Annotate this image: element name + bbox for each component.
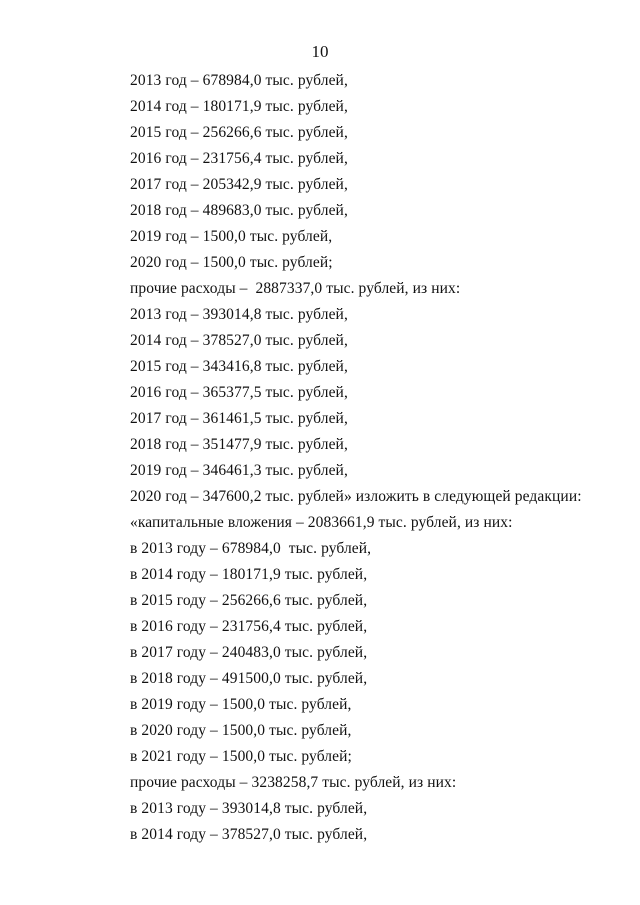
text-line: 2014 год – 180171,9 тыс. рублей, xyxy=(130,98,348,115)
text-line: 2015 год – 256266,6 тыс. рублей, xyxy=(130,124,348,141)
text-line: 2017 год – 205342,9 тыс. рублей, xyxy=(130,176,348,193)
text-line: 2016 год – 365377,5 тыс. рублей, xyxy=(130,384,348,401)
text-line: 2013 год – 678984,0 тыс. рублей, xyxy=(130,72,348,89)
text-line: прочие расходы – 3238258,7 тыс. рублей, из них: xyxy=(130,774,457,791)
text-line: прочие расходы – 2887337,0 тыс. рублей, из них: xyxy=(130,280,461,297)
text-line: в 2013 году – 393014,8 тыс. рублей, xyxy=(130,800,368,817)
text-line: в 2015 году – 256266,6 тыс. рублей, xyxy=(130,592,368,609)
text-line: 2016 год – 231756,4 тыс. рублей, xyxy=(130,150,348,167)
text-line: в 2019 году – 1500,0 тыс. рублей, xyxy=(130,696,352,713)
text-line: в 2014 году – 180171,9 тыс. рублей, xyxy=(130,566,368,583)
text-line: «капитальные вложения – 2083661,9 тыс. рублей, из них: xyxy=(130,514,513,531)
text-line: 2018 год – 351477,9 тыс. рублей, xyxy=(130,436,348,453)
text-line: 2020 год – 347600,2 тыс. рублей» изложить в следующей редакции: xyxy=(130,488,582,505)
text-line: 2020 год – 1500,0 тыс. рублей; xyxy=(130,254,333,271)
text-line: 2014 год – 378527,0 тыс. рублей, xyxy=(130,332,348,349)
text-line: в 2014 году – 378527,0 тыс. рублей, xyxy=(130,826,368,843)
text-line: 2015 год – 343416,8 тыс. рублей, xyxy=(130,358,348,375)
text-line: в 2020 году – 1500,0 тыс. рублей, xyxy=(130,722,352,739)
text-line: в 2018 году – 491500,0 тыс. рублей, xyxy=(130,670,368,687)
document-body xyxy=(130,68,610,848)
text-line: в 2016 году – 231756,4 тыс. рублей, xyxy=(130,618,368,635)
text-line: 2019 год – 1500,0 тыс. рублей, xyxy=(130,228,333,245)
text-line: 2013 год – 393014,8 тыс. рублей, xyxy=(130,306,348,323)
page-number: 10 xyxy=(311,42,329,61)
text-line: в 2013 году – 678984,0 тыс. рублей, xyxy=(130,540,372,557)
text-line: 2019 год – 346461,3 тыс. рублей, xyxy=(130,462,348,479)
text-line: 2018 год – 489683,0 тыс. рублей, xyxy=(130,202,348,219)
text-line: в 2021 году – 1500,0 тыс. рублей; xyxy=(130,748,352,765)
text-line: в 2017 году – 240483,0 тыс. рублей, xyxy=(130,644,368,661)
text-line: 2017 год – 361461,5 тыс. рублей, xyxy=(130,410,348,427)
